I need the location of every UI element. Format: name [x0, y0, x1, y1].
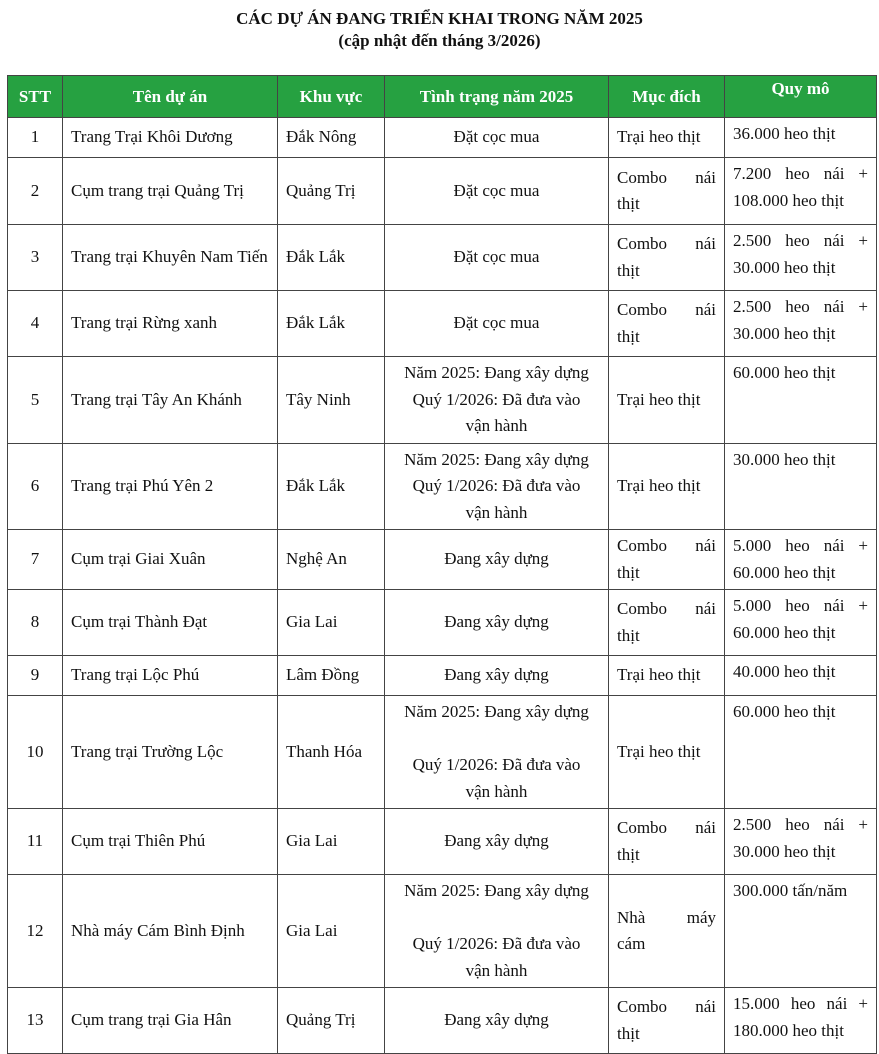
status-line: Năm 2025: Đang xây dựng — [404, 881, 589, 900]
page-subtitle: (cập nhật đến tháng 3/2026) — [338, 31, 541, 50]
cell-stt: 4 — [8, 291, 63, 357]
table-row — [8, 988, 877, 1054]
table-row — [8, 809, 877, 875]
cell-name: Cụm trại Thành Đạt — [63, 590, 278, 656]
cell-name: Trang trại Phú Yên 2 — [63, 443, 278, 530]
cell-region: Lâm Đồng — [278, 656, 385, 696]
cell-stt: 1 — [8, 118, 63, 158]
scale-line: 30.000 heo thịt — [733, 257, 836, 277]
cell-purpose: Trại heo thịt — [609, 357, 725, 444]
cell-region: Gia Lai — [278, 590, 385, 656]
cell-status — [385, 696, 609, 809]
cell-status: Đặt cọc mua — [385, 118, 609, 158]
table-body — [8, 118, 877, 1054]
cell-name: Trang trại Lộc Phú — [63, 656, 278, 696]
cell-scale: 300.000 tấn/năm — [725, 875, 877, 988]
header-row — [8, 76, 877, 118]
cell-stt: 10 — [8, 696, 63, 809]
status-line: Năm 2025: Đang xây dựng — [404, 449, 589, 469]
scale-line: 2.500 heo nái + — [733, 231, 868, 250]
page-title: CÁC DỰ ÁN ĐANG TRIỂN KHAI TRONG NĂM 2025 — [236, 9, 643, 28]
status-line: Năm 2025: Đang xây dựng — [404, 702, 589, 721]
cell-status: Đang xây dựng — [385, 656, 609, 696]
cell-name: Trang trại Rừng xanh — [63, 291, 278, 357]
cell-status: Đang xây dựng — [385, 530, 609, 590]
header-stt: STT — [8, 76, 63, 118]
table-row — [8, 443, 877, 530]
table-row — [8, 530, 877, 590]
header-scale: Quy mô — [725, 76, 877, 118]
projects-table — [7, 75, 877, 1054]
cell-purpose — [609, 988, 725, 1054]
status-line: Quý 1/2026: Đã đưa vào — [412, 934, 581, 953]
cell-purpose — [609, 530, 725, 590]
cell-stt: 11 — [8, 809, 63, 875]
purpose-line: thịt — [617, 260, 640, 280]
scale-line: 5.000 heo nái + — [733, 536, 868, 555]
cell-region: Gia Lai — [278, 809, 385, 875]
table-row — [8, 590, 877, 656]
purpose-line: thịt — [617, 1023, 640, 1043]
purpose-line: thịt — [617, 326, 640, 346]
cell-status: Đang xây dựng — [385, 590, 609, 656]
cell-name: Trang trại Trường Lộc — [63, 696, 278, 809]
cell-stt: 6 — [8, 443, 63, 530]
header-purpose: Mục đích — [609, 76, 725, 118]
cell-region: Quảng Trị — [278, 158, 385, 225]
cell-status: Đặt cọc mua — [385, 225, 609, 291]
cell-purpose — [609, 291, 725, 357]
scale-line: 5.000 heo nái + — [733, 596, 868, 615]
cell-scale: 36.000 heo thịt — [725, 118, 877, 158]
header-region: Khu vực — [278, 76, 385, 118]
cell-scale: 60.000 heo thịt — [725, 696, 877, 809]
status-line: vận hành — [465, 960, 528, 980]
cell-name: Cụm trại Giai Xuân — [63, 530, 278, 590]
cell-region: Nghệ An — [278, 530, 385, 590]
cell-region: Đắk Lắk — [278, 225, 385, 291]
table-row — [8, 158, 877, 225]
table-row — [8, 875, 877, 988]
cell-status — [385, 357, 609, 444]
scale-line: 108.000 heo thịt — [733, 190, 844, 210]
cell-purpose — [609, 875, 725, 988]
status-line: Năm 2025: Đang xây dựng — [404, 363, 589, 382]
scale-line: 7.200 heo nái + — [733, 164, 868, 183]
scale-line: 180.000 heo thịt — [733, 1020, 844, 1040]
purpose-line: thịt — [617, 844, 640, 864]
cell-name: Cụm trang trại Quảng Trị — [63, 158, 278, 225]
cell-stt: 3 — [8, 225, 63, 291]
cell-scale — [725, 530, 877, 590]
status-line: Quý 1/2026: Đã đưa vào — [412, 755, 581, 774]
cell-name: Trang trại Khuyên Nam Tiến — [63, 225, 278, 291]
table-row — [8, 225, 877, 291]
table-row — [8, 357, 877, 444]
scale-line: 15.000 heo nái + — [733, 994, 868, 1013]
cell-purpose: Trại heo thịt — [609, 118, 725, 158]
purpose-line: thịt — [617, 562, 640, 582]
cell-name: Cụm trang trại Gia Hân — [63, 988, 278, 1054]
cell-purpose: Trại heo thịt — [609, 443, 725, 530]
table-row — [8, 118, 877, 158]
cell-scale — [725, 988, 877, 1054]
purpose-line: Combo nái — [617, 167, 716, 187]
cell-purpose — [609, 158, 725, 225]
status-line: vận hành — [465, 416, 528, 435]
purpose-line: Combo nái — [617, 300, 716, 319]
cell-scale — [725, 158, 877, 225]
cell-purpose — [609, 590, 725, 656]
cell-stt: 2 — [8, 158, 63, 225]
cell-status: Đang xây dựng — [385, 988, 609, 1054]
cell-stt: 7 — [8, 530, 63, 590]
purpose-line: Combo nái — [617, 599, 716, 618]
cell-scale — [725, 590, 877, 656]
scale-line: 30.000 heo thịt — [733, 323, 836, 343]
scale-line: 60.000 heo thịt — [733, 622, 836, 642]
cell-stt: 13 — [8, 988, 63, 1054]
cell-status: Đặt cọc mua — [385, 291, 609, 357]
title-block — [0, 0, 879, 52]
cell-scale — [725, 291, 877, 357]
status-line: Quý 1/2026: Đã đưa vào — [412, 476, 581, 495]
table-row — [8, 291, 877, 357]
purpose-line: Combo nái — [617, 536, 716, 555]
scale-line: 30.000 heo thịt — [733, 841, 836, 861]
status-line: vận hành — [465, 502, 528, 522]
cell-name: Trang Trại Khôi Dương — [63, 118, 278, 158]
cell-region: Quảng Trị — [278, 988, 385, 1054]
table-row — [8, 696, 877, 809]
cell-name: Trang trại Tây An Khánh — [63, 357, 278, 444]
purpose-line: thịt — [617, 194, 640, 213]
status-spacer — [389, 905, 604, 932]
cell-name: Cụm trại Thiên Phú — [63, 809, 278, 875]
purpose-line: thịt — [617, 625, 640, 645]
cell-status — [385, 443, 609, 530]
scale-line: 2.500 heo nái + — [733, 815, 868, 834]
status-line: Quý 1/2026: Đã đưa vào — [412, 389, 581, 409]
cell-region: Đắk Lắk — [278, 443, 385, 530]
cell-scale — [725, 809, 877, 875]
cell-region: Đắk Lắk — [278, 291, 385, 357]
cell-region: Thanh Hóa — [278, 696, 385, 809]
purpose-line: Combo nái — [617, 234, 716, 253]
header-name: Tên dự án — [63, 76, 278, 118]
cell-scale: 40.000 heo thịt — [725, 656, 877, 696]
cell-status: Đang xây dựng — [385, 809, 609, 875]
cell-stt: 5 — [8, 357, 63, 444]
cell-purpose: Trại heo thịt — [609, 696, 725, 809]
cell-stt: 8 — [8, 590, 63, 656]
cell-region: Tây Ninh — [278, 357, 385, 444]
cell-name: Nhà máy Cám Bình Định — [63, 875, 278, 988]
cell-status — [385, 875, 609, 988]
cell-stt: 12 — [8, 875, 63, 988]
status-line: vận hành — [465, 781, 528, 801]
cell-scale — [725, 225, 877, 291]
scale-line: 2.500 heo nái + — [733, 297, 868, 316]
purpose-line: cám — [617, 934, 646, 953]
header-status: Tình trạng năm 2025 — [385, 76, 609, 118]
purpose-line: Combo nái — [617, 818, 716, 837]
purpose-line: Combo nái — [617, 997, 716, 1016]
cell-region: Đắk Nông — [278, 118, 385, 158]
cell-purpose: Trại heo thịt — [609, 656, 725, 696]
cell-scale: 60.000 heo thịt — [725, 357, 877, 444]
cell-status: Đặt cọc mua — [385, 158, 609, 225]
purpose-line: Nhà máy — [617, 907, 716, 927]
status-spacer — [389, 726, 604, 753]
table-row — [8, 656, 877, 696]
cell-purpose — [609, 225, 725, 291]
cell-scale: 30.000 heo thịt — [725, 443, 877, 530]
table-header — [8, 76, 877, 118]
cell-region: Gia Lai — [278, 875, 385, 988]
cell-stt: 9 — [8, 656, 63, 696]
scale-line: 60.000 heo thịt — [733, 562, 836, 582]
cell-purpose — [609, 809, 725, 875]
